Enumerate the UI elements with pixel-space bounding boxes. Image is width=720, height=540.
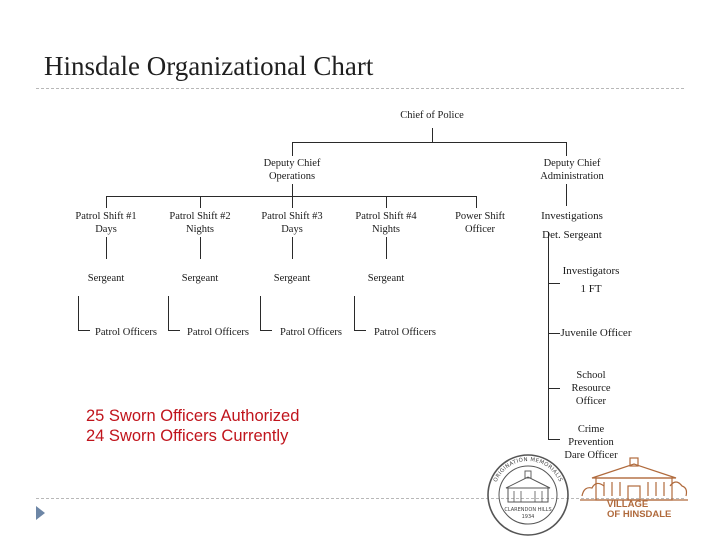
sro-node [571, 369, 610, 408]
investigators-node [563, 264, 620, 296]
deputy-admin-title: Deputy Chief [543, 158, 601, 169]
deputy-admin-dept: Administration [540, 171, 604, 182]
shift3-officers-vline [260, 296, 261, 330]
village-seal-icon [486, 453, 570, 537]
shift-node [261, 210, 322, 236]
sergeant-node: Sergeant [181, 273, 219, 284]
seal-town: CLARENDON HILLS [504, 507, 552, 513]
investigations-title: Investigations [541, 210, 603, 222]
village-word: VILLAGE [607, 499, 649, 510]
shift2-up-line [200, 196, 201, 208]
shift3-sgt-line [292, 237, 293, 259]
crime-tick [548, 439, 560, 440]
shift-period: Days [281, 224, 303, 235]
investigations-node [541, 209, 603, 242]
crime-line: Dare Officer [564, 450, 618, 461]
shift2-sgt-line [200, 237, 201, 259]
sro-line: School [576, 370, 606, 381]
shift-node [169, 210, 230, 236]
patrol-officers-node: Patrol Officers [374, 327, 436, 338]
sworn-officers-note [86, 406, 299, 446]
shift2-officers-vline [168, 296, 169, 330]
shift4-up-line [386, 196, 387, 208]
ops-up-line [292, 142, 293, 156]
shift-node [75, 210, 136, 236]
admin-down-line [566, 184, 567, 206]
title-divider [36, 88, 684, 89]
crime-line: Crime [577, 424, 605, 435]
power-shift-title: Power Shift [455, 211, 505, 222]
deputy-ops-node [264, 157, 321, 183]
power-shift-role: Officer [464, 224, 496, 235]
shift-name: Patrol Shift #2 [169, 211, 231, 222]
seal-motto: ORIGINATION MEMORIALIS [492, 456, 564, 484]
shift-name: Patrol Shift #3 [261, 211, 323, 222]
shift1-officers-hline [78, 330, 90, 331]
patrol-officers-node: Patrol Officers [280, 327, 342, 338]
admin-vertical-line [548, 232, 549, 440]
shift4-sgt-line [386, 237, 387, 259]
investigators-count: 1 FT [580, 283, 602, 295]
juvenile-tick [548, 333, 560, 334]
shift-name: Patrol Shift #1 [75, 211, 137, 222]
shift-period: Days [95, 224, 117, 235]
shift1-officers-vline [78, 296, 79, 330]
sro-line: Officer [575, 396, 607, 407]
chief-node: Chief of Police [400, 110, 464, 121]
page-title: Hinsdale Organizational Chart [44, 51, 374, 81]
village-logo-text [607, 500, 671, 520]
ops-down-line [292, 184, 293, 196]
shift3-up-line [292, 196, 293, 208]
chief-down-line [432, 128, 433, 142]
sro-tick [548, 388, 560, 389]
shift-node [355, 210, 416, 236]
investigations-role: Det. Sergeant [542, 229, 602, 241]
shift1-sgt-line [106, 237, 107, 259]
deputy-admin-node [540, 157, 604, 183]
patrol-officers-node: Patrol Officers [187, 327, 249, 338]
slide-bullet-icon [36, 506, 45, 520]
power-up-line [476, 196, 477, 208]
investigators-tick [548, 283, 560, 284]
investigators-title: Investigators [562, 265, 620, 277]
sergeant-node: Sergeant [87, 273, 125, 284]
admin-up-line [566, 142, 567, 156]
power-shift-node [455, 210, 505, 236]
shift1-up-line [106, 196, 107, 208]
sworn-current: 24 Sworn Officers Currently [86, 427, 289, 445]
deputy-bar-line [292, 142, 567, 143]
sergeant-node: Sergeant [273, 273, 311, 284]
deputy-ops-title: Deputy Chief [263, 158, 321, 169]
shift3-officers-hline [260, 330, 272, 331]
deputy-ops-dept: Operations [268, 171, 316, 182]
shifts-bar-line [106, 196, 476, 197]
crime-line: Prevention [568, 437, 614, 448]
sro-line: Resource [571, 383, 611, 394]
village-name: OF HINSDALE [607, 509, 672, 520]
shift-period: Nights [371, 224, 401, 235]
shift-name: Patrol Shift #4 [355, 211, 417, 222]
shift2-officers-hline [168, 330, 180, 331]
sworn-authorized: 25 Sworn Officers Authorized [86, 407, 300, 425]
sergeant-node: Sergeant [367, 273, 405, 284]
shift4-officers-hline [354, 330, 366, 331]
seal-year: 1934 [521, 514, 535, 520]
shift4-officers-vline [354, 296, 355, 330]
patrol-officers-node: Patrol Officers [95, 327, 157, 338]
juvenile-officer-node: Juvenile Officer [560, 327, 632, 339]
shift-period: Nights [185, 224, 215, 235]
